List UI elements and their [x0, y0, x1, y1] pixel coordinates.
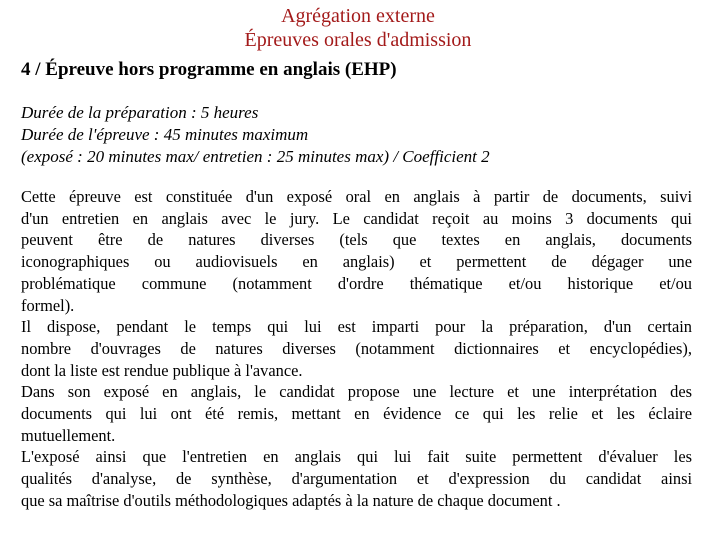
exam-details — [21, 102, 490, 168]
body-line: peuvent être de natures diverses (tels que textes en anglais, documents — [21, 230, 692, 250]
body-line: qualités d'analyse, de synthèse, d'argumentation et d'expression du candidat ainsi — [21, 469, 692, 489]
body-line: que sa maîtrise d'outils méthodologiques adaptés à la nature de chaque document . — [21, 490, 561, 510]
title-line-2: Épreuves orales d'admission — [244, 29, 472, 51]
body-text — [21, 186, 692, 512]
body-line: nombre d'ouvrages de natures diverses (notamment dictionnaires et encyclopédies), — [21, 338, 692, 358]
body-line: mutuellement. — [21, 425, 116, 445]
body-line: L'exposé ainsi que l'entretien en anglais qui lui fait suite permettent d'évaluer les — [21, 447, 692, 467]
preparation-duration: Durée de la préparation : 5 heures — [21, 103, 259, 122]
body-line: documents qui lui ont été remis, mettant en évidence ce qui les relie et les éclaire — [21, 404, 692, 424]
exam-duration: Durée de l'épreuve : 45 minutes maximum — [21, 125, 309, 144]
title-line-1: Agrégation externe — [281, 5, 435, 27]
body-line: Dans son exposé en anglais, le candidat propose une lecture et une interprétation des — [21, 382, 692, 402]
body-line: Cette épreuve est constituée d'un exposé oral en anglais à partir de documents, suivi — [21, 187, 692, 206]
exam-breakdown: (exposé : 20 minutes max/ entretien : 25 minutes max) / Coefficient 2 — [21, 147, 490, 166]
body-line: formel). — [21, 295, 75, 315]
body-line: Il dispose, pendant le temps qui lui est imparti pour la préparation, d'un certain — [21, 317, 692, 337]
body-line: d'un entretien en anglais avec le jury. Le candidat reçoit au moins 3 documents qui — [21, 208, 692, 228]
section-heading: 4 / Épreuve hors programme en anglais (EHP) — [21, 59, 397, 80]
body-line: dont la liste est rendue publique à l'avance. — [21, 360, 303, 380]
body-line: problématique commune (notamment d'ordre thématique et/ou historique et/ou — [21, 273, 692, 293]
body-line: iconographiques ou audiovisuels en anglais) et permettent de dégager une — [21, 252, 692, 272]
